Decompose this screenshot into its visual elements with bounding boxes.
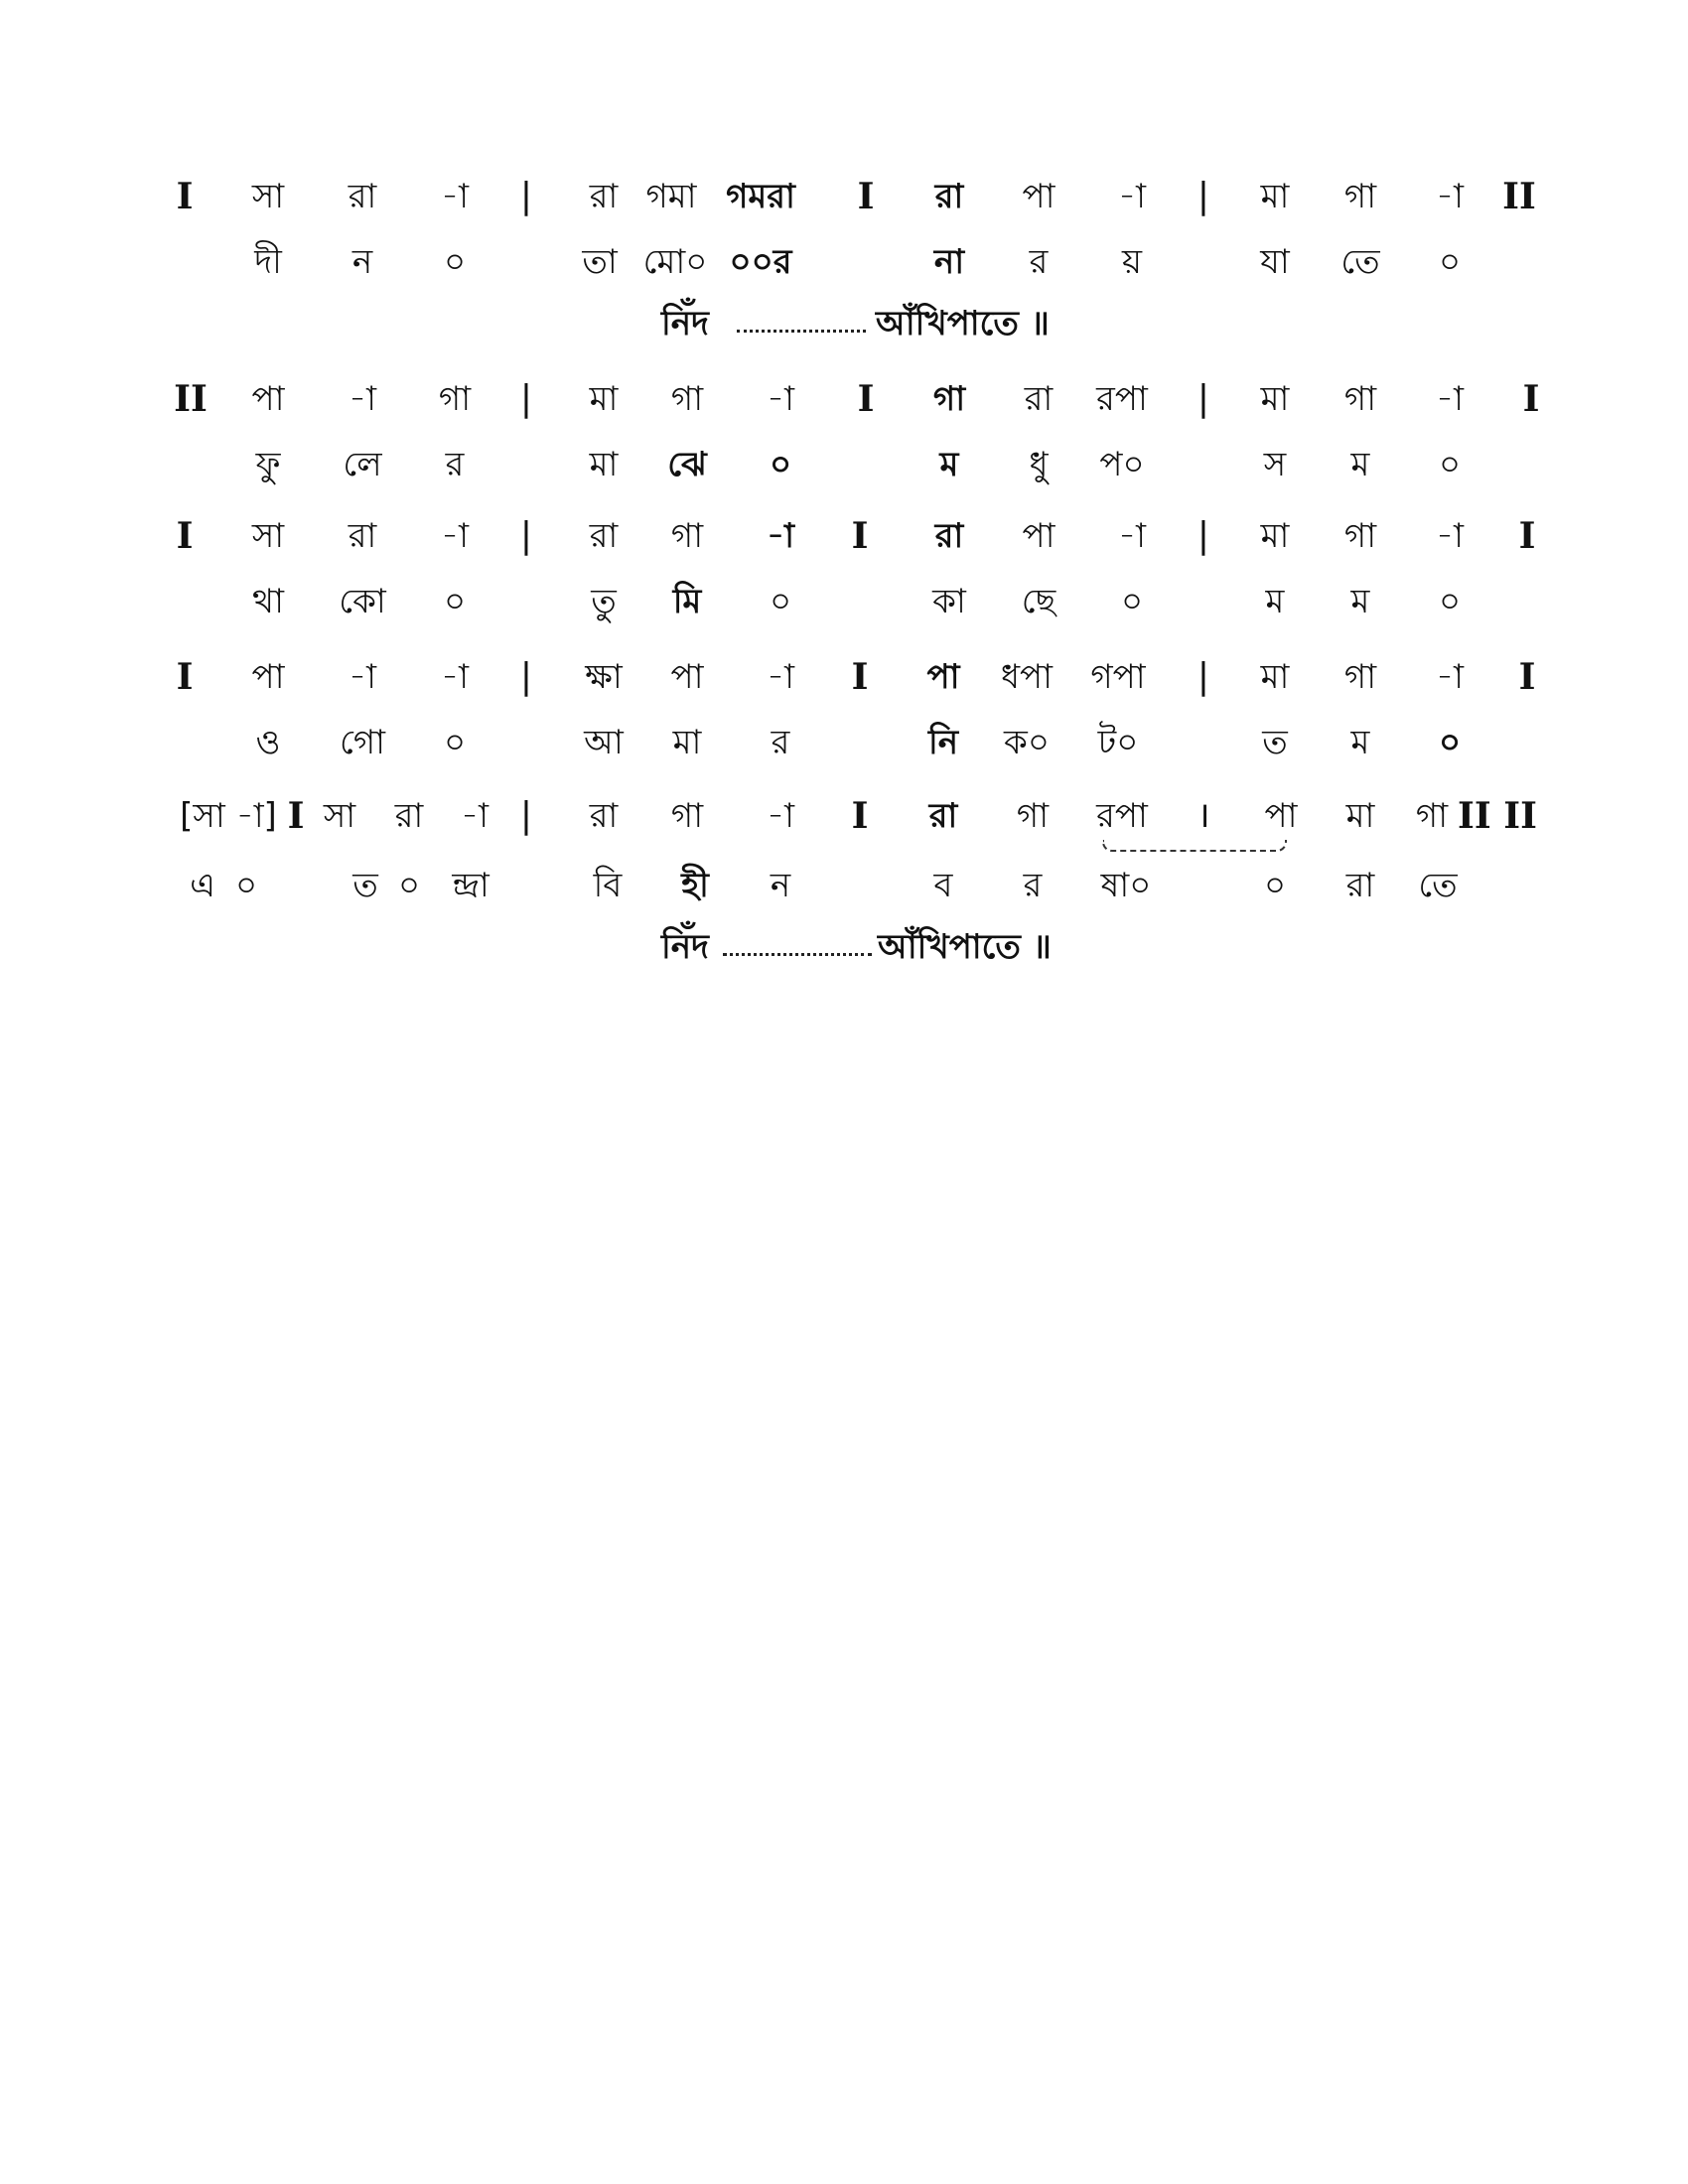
note: রা	[589, 516, 619, 556]
note: রা	[394, 796, 424, 836]
note: রা	[348, 177, 377, 216]
lyric-syllable: ০	[1438, 445, 1462, 484]
note: গা	[1343, 379, 1377, 419]
note: -া	[441, 177, 469, 216]
lyric-syllable: ম	[939, 445, 959, 484]
lyric-syllable: আ	[584, 723, 624, 762]
lyric-syllable: ০০র	[729, 242, 792, 282]
lyric-syllable: কো	[339, 582, 386, 621]
note: মা	[1260, 516, 1290, 556]
refrain-line	[0, 294, 1688, 353]
note: রা	[589, 796, 619, 836]
note: পা	[670, 657, 704, 697]
lyric-syllable: তে	[1340, 242, 1380, 282]
note: মা	[1260, 657, 1290, 697]
lyric-syllable: র	[445, 445, 465, 484]
note: গমরা	[726, 177, 795, 216]
section-mark: I	[1518, 515, 1536, 557]
note: গা	[1343, 177, 1377, 216]
lyric-line-5	[0, 856, 1688, 915]
lyric-syllable: ০	[1438, 242, 1462, 282]
notation-line-5	[0, 786, 1688, 846]
note: -া	[1118, 516, 1146, 556]
note: পা	[926, 657, 960, 697]
note: ক্ষা	[585, 657, 623, 697]
note: গমা	[645, 177, 697, 216]
lyric-syllable: মা	[672, 723, 702, 762]
note: মা	[1260, 379, 1290, 419]
note: -া	[1436, 657, 1464, 697]
note: গা	[1016, 796, 1050, 836]
note: -া	[441, 516, 469, 556]
note: -া	[767, 796, 794, 836]
section-mark: I	[851, 515, 869, 557]
lyric-syllable: ক০	[1004, 723, 1050, 762]
bar-line: |	[519, 795, 533, 836]
lyric-syllable: হী	[681, 866, 709, 905]
bar-line: |	[519, 656, 533, 697]
section-mark: I	[1522, 378, 1540, 420]
lyric-syllable: ন্দ্রা	[452, 866, 490, 905]
lyric-line-4	[0, 713, 1688, 772]
note: পা	[251, 657, 285, 697]
lyric-syllable: ০	[443, 242, 467, 282]
bar-line: |	[519, 176, 533, 216]
bar-line: ।	[1196, 795, 1210, 836]
bar-line: |	[1196, 378, 1210, 419]
note: পা	[1022, 177, 1055, 216]
bar-line: |	[1196, 176, 1210, 216]
lyric-syllable: ০	[1263, 866, 1287, 905]
section-mark: I	[176, 656, 194, 698]
lyric-syllable: ট০	[1097, 723, 1139, 762]
section-mark: I	[857, 378, 875, 420]
note: -া	[1436, 379, 1464, 419]
note: গা	[932, 379, 966, 419]
lyric-syllable: নি	[927, 723, 959, 762]
lyric-syllable: ম	[1265, 582, 1285, 621]
note: I	[176, 176, 194, 217]
note: পা	[251, 379, 285, 419]
notation-line-4	[0, 647, 1688, 707]
lyric-syllable: থা	[252, 582, 284, 621]
refrain-start: নিঁদ	[661, 304, 709, 343]
lyric-syllable: ম	[1350, 445, 1370, 484]
lyric-syllable: ফু	[255, 445, 281, 484]
lyric-syllable: ০	[443, 582, 467, 621]
note: গা	[1415, 796, 1449, 836]
notation-line-2	[0, 369, 1688, 429]
bar-line: |	[519, 515, 533, 556]
lyric-syllable: বি	[593, 866, 623, 905]
section-mark: II II	[1458, 795, 1537, 837]
note: রা	[928, 796, 958, 836]
section-mark: II	[1502, 176, 1536, 217]
section-mark: II	[174, 378, 208, 420]
lyric-syllable: ০	[1438, 582, 1462, 621]
note: -া	[1436, 516, 1464, 556]
lyric-syllable: রা	[1345, 866, 1375, 905]
note: গা	[1343, 516, 1377, 556]
lyric-syllable: ০	[397, 866, 421, 905]
note: গা	[1343, 657, 1377, 697]
note: পা	[1264, 796, 1298, 836]
note: সা	[251, 177, 285, 216]
lyric-syllable: তা	[582, 242, 618, 282]
note: রা	[934, 177, 964, 216]
lyric-syllable: প০	[1099, 445, 1145, 484]
lyric-syllable: র	[771, 723, 790, 762]
note: -া	[1118, 177, 1146, 216]
lyric-syllable: র	[1023, 866, 1043, 905]
lyric-syllable: তু	[591, 582, 617, 621]
lyric-syllable: ০	[234, 866, 258, 905]
refrain-start: নিঁদ	[661, 927, 709, 967]
refrain-end: আঁখিপাতে ॥	[878, 927, 1052, 967]
lyric-syllable: দী	[254, 242, 282, 282]
note: -া	[1436, 177, 1464, 216]
note: -া	[767, 516, 794, 556]
note: -া	[349, 379, 376, 419]
lyric-syllable: ন	[770, 866, 791, 905]
lyric-syllable: ০	[1438, 723, 1462, 762]
note: -া	[461, 796, 489, 836]
lyric-syllable: মি	[672, 582, 702, 621]
note: সা	[323, 796, 356, 836]
lyric-syllable: ছে	[1021, 582, 1056, 621]
note: -া	[441, 657, 469, 697]
note: রা	[934, 516, 964, 556]
lyric-syllable: গো	[340, 723, 385, 762]
lyric-syllable: মো০	[642, 242, 708, 282]
lyric-syllable: ত	[1262, 723, 1288, 762]
lyric-syllable: এ	[190, 866, 215, 905]
refrain-dots	[737, 330, 866, 333]
lyric-syllable: য়	[1121, 242, 1143, 282]
lyric-syllable: ঝে	[667, 445, 707, 484]
lyric-syllable: স	[1263, 445, 1287, 484]
note: গপা	[1090, 657, 1146, 697]
bar-line: |	[519, 378, 533, 419]
lyric-syllable: ত	[352, 866, 378, 905]
note: রা	[1024, 379, 1054, 419]
note: রা	[348, 516, 377, 556]
repeat-bracket: [সা -া]	[180, 796, 277, 836]
note: -া	[767, 657, 794, 697]
lyric-syllable: যা	[1260, 242, 1290, 282]
lyric-syllable: তে	[1418, 866, 1458, 905]
note: -া	[349, 657, 376, 697]
lyric-syllable: ধু	[1029, 445, 1049, 484]
section-mark: I	[851, 656, 869, 698]
lyric-syllable: ও	[255, 723, 281, 762]
section-mark: I	[851, 795, 869, 837]
lyric-syllable: লে	[343, 445, 382, 484]
refrain-end: আঁখিপাতে ॥	[876, 304, 1050, 343]
lyric-line-3	[0, 572, 1688, 631]
section-mark: I	[857, 176, 875, 217]
refrain-dots	[723, 953, 872, 956]
lyric-syllable: ন	[352, 242, 373, 282]
lyric-line-2	[0, 435, 1688, 494]
lyric-syllable: না	[933, 242, 965, 282]
lyric-syllable: ০	[769, 445, 792, 484]
refrain-line	[0, 917, 1688, 977]
note: গা	[670, 379, 704, 419]
lyric-syllable: মা	[589, 445, 619, 484]
section-mark: I	[1518, 656, 1536, 698]
slur-mark	[1102, 840, 1287, 852]
notation-line-1	[0, 167, 1688, 226]
notation-line-3	[0, 506, 1688, 566]
note: ধপা	[1001, 657, 1053, 697]
lyric-syllable: ষা০	[1100, 866, 1152, 905]
lyric-syllable: র	[1029, 242, 1049, 282]
bar-line: |	[1196, 656, 1210, 697]
note: রপা	[1096, 796, 1148, 836]
note: পা	[1022, 516, 1055, 556]
note: গা	[670, 516, 704, 556]
lyric-syllable: ম	[1350, 723, 1370, 762]
note: মা	[589, 379, 619, 419]
lyric-syllable: কা	[932, 582, 966, 621]
bar-line: |	[1196, 515, 1210, 556]
note: রপা	[1096, 379, 1148, 419]
note: গা	[670, 796, 704, 836]
note: সা	[251, 516, 285, 556]
lyric-syllable: ম	[1350, 582, 1370, 621]
note: গা	[438, 379, 472, 419]
note: -া	[767, 379, 794, 419]
note: রা	[589, 177, 619, 216]
lyric-line-1	[0, 232, 1688, 292]
lyric-syllable: ০	[1120, 582, 1144, 621]
lyric-syllable: ব	[933, 866, 953, 905]
note: মা	[1260, 177, 1290, 216]
lyric-syllable: ০	[443, 723, 467, 762]
section-mark: I	[176, 515, 194, 557]
section-mark: I	[287, 795, 305, 837]
lyric-syllable: ০	[769, 582, 792, 621]
note: মা	[1345, 796, 1375, 836]
